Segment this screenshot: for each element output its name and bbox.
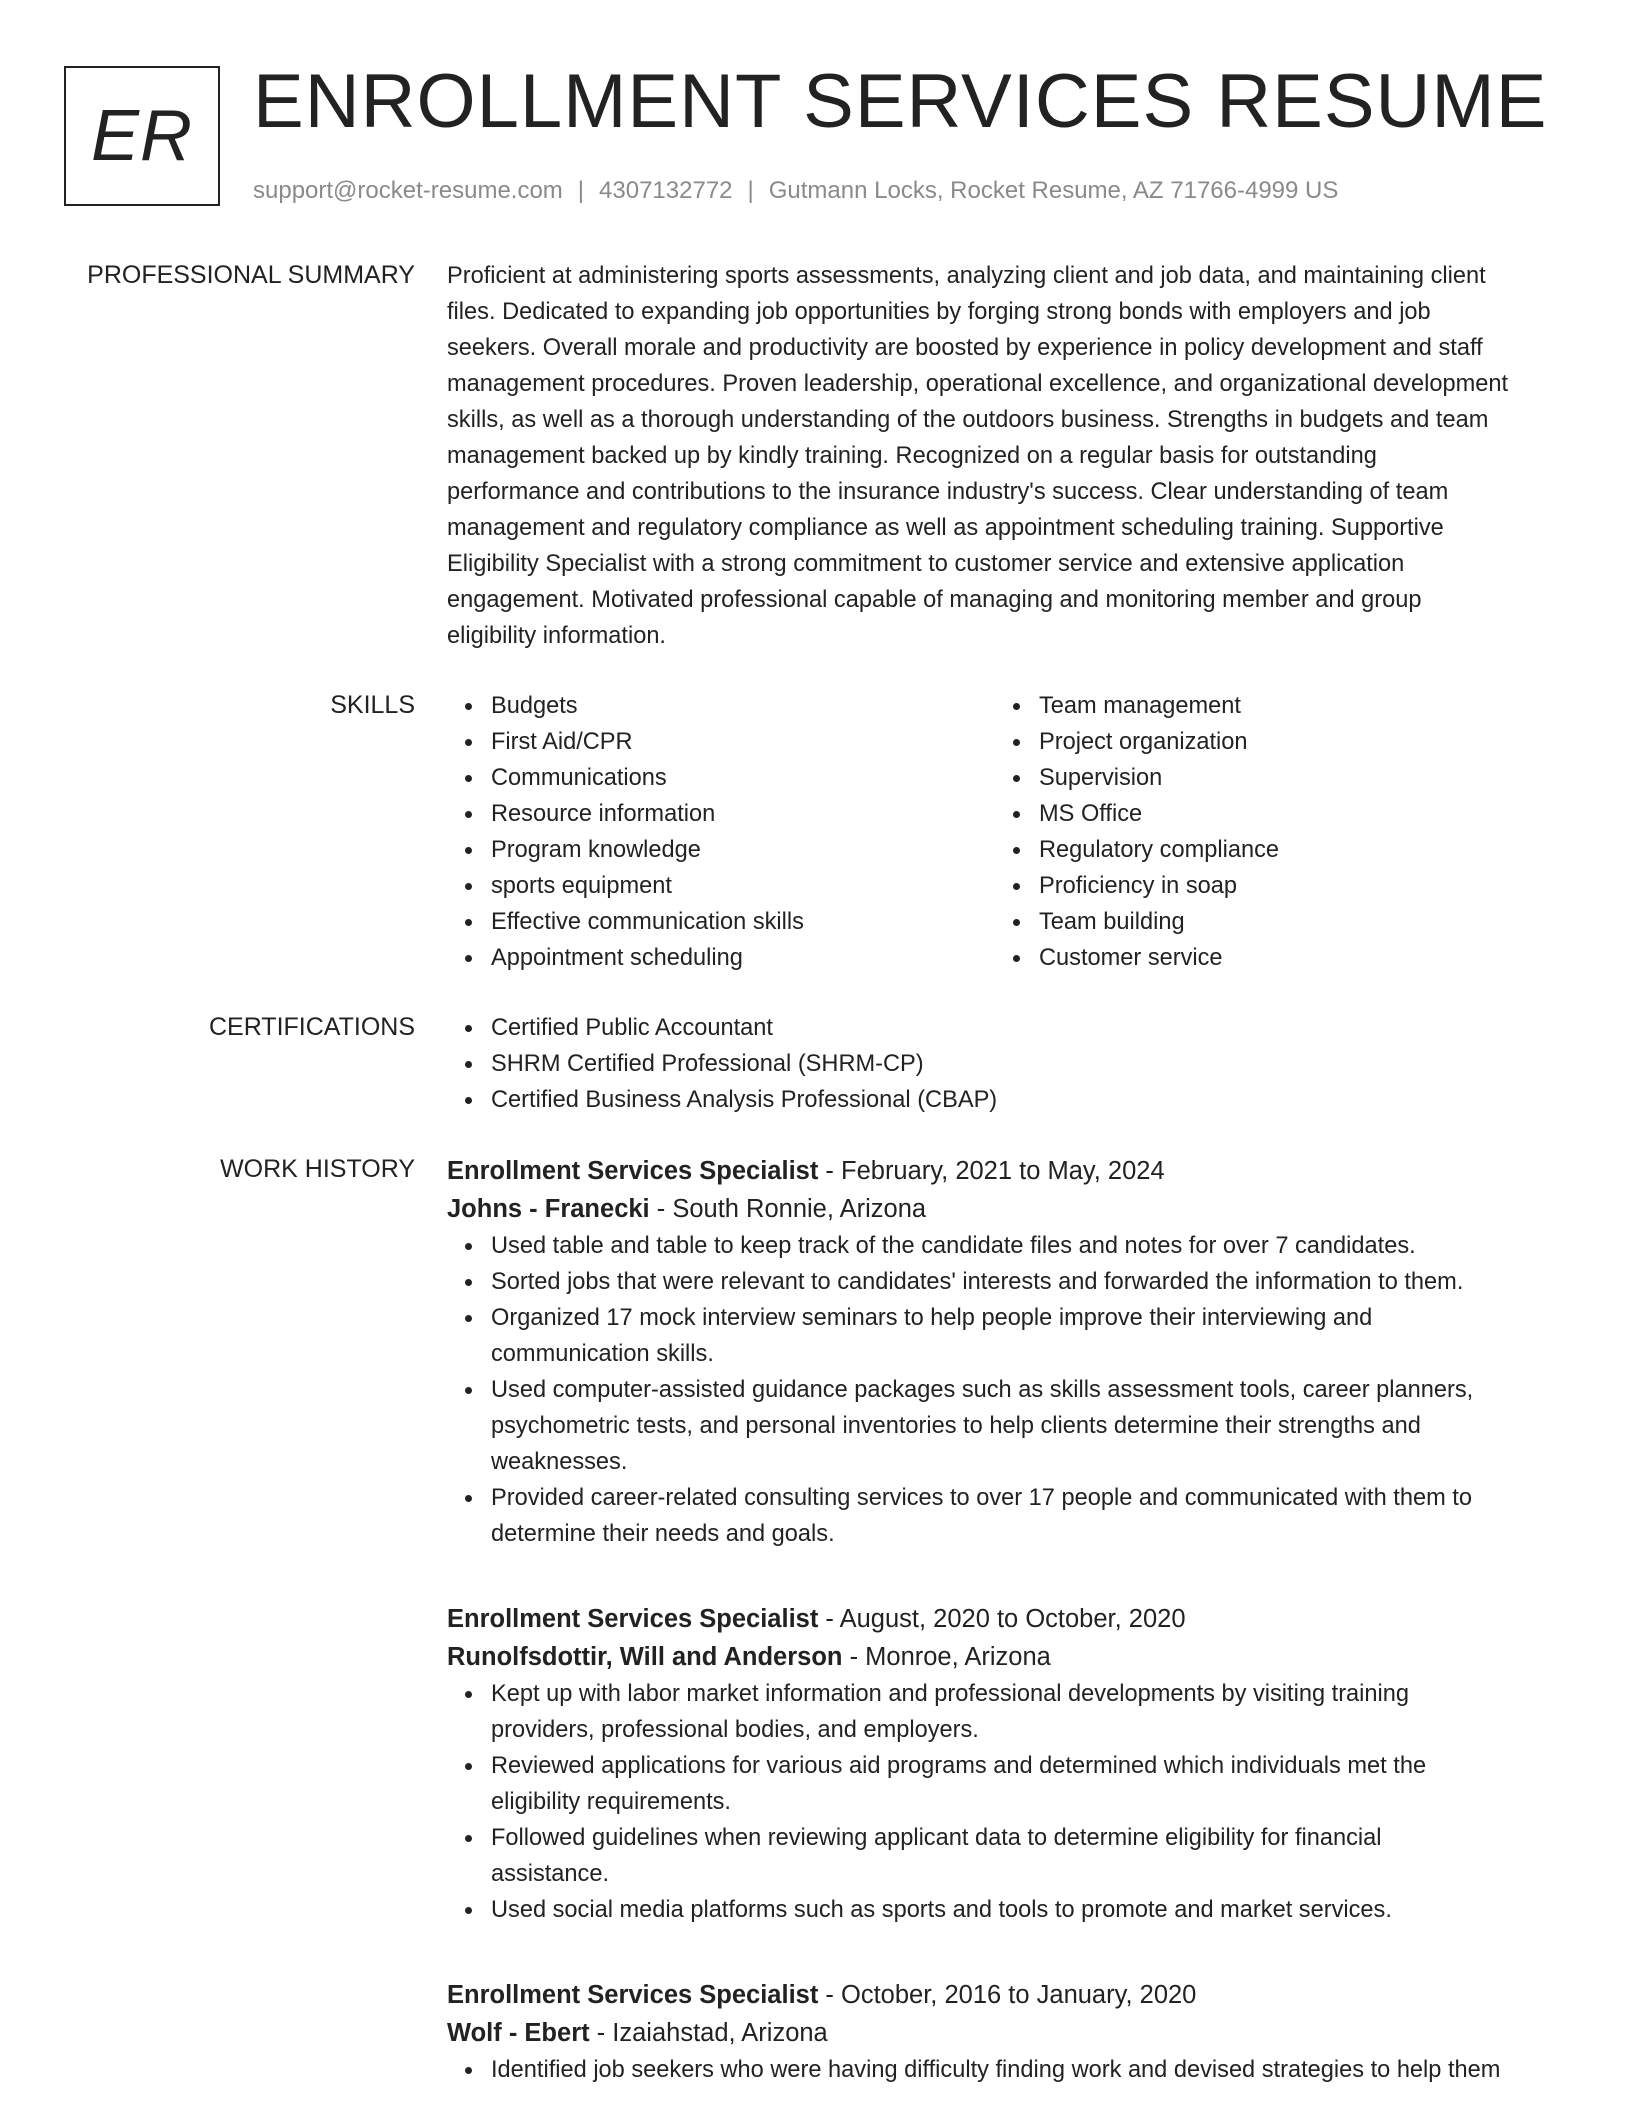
job-location: - Monroe, Arizona xyxy=(842,1643,1051,1671)
summary-line: management procedures. Proven leadership, operational excellence, and organizational development xyxy=(447,371,1509,397)
job-company-line xyxy=(447,1638,1562,1676)
contact-separator: | xyxy=(747,177,754,204)
work-history-heading: WORK HISTORY xyxy=(220,1155,415,1183)
job-company-line xyxy=(447,2014,1562,2052)
skill-item: Team building xyxy=(1039,904,1535,940)
certification-item: Certified Public Accountant xyxy=(491,1010,1562,1046)
job-entry xyxy=(447,1600,1562,1928)
certification-item: Certified Business Analysis Professional (CBAP) xyxy=(491,1082,1562,1118)
job-dates: - October, 2016 to January, 2020 xyxy=(818,1981,1197,2009)
certification-item: SHRM Certified Professional (SHRM-CP) xyxy=(491,1046,1562,1082)
skill-item: Project organization xyxy=(1039,724,1535,760)
skills-column-right xyxy=(995,688,1535,976)
skill-item: First Aid/CPR xyxy=(491,724,987,760)
job-title: Enrollment Services Specialist xyxy=(447,1157,819,1185)
job-duty-item: Followed guidelines when reviewing applicant data to determine eligibility for financial assistance. xyxy=(491,1820,1562,1892)
job-title: Enrollment Services Specialist xyxy=(447,1981,819,2009)
job-company: Johns - Franecki xyxy=(447,1195,650,1223)
work-history-list xyxy=(447,1152,1562,2088)
job-title: Enrollment Services Specialist xyxy=(447,1605,819,1633)
skill-item: Communications xyxy=(491,760,987,796)
skill-item: Team management xyxy=(1039,688,1535,724)
job-duty-item: Identified job seekers who were having difficulty finding work and devised strategies to help them xyxy=(491,2052,1562,2088)
job-company: Runolfsdottir, Will and Anderson xyxy=(447,1643,843,1671)
summary-line: performance and contributions to the insurance industry's success. Clear understanding of team xyxy=(447,479,1449,505)
job-title-line xyxy=(447,1976,1562,2014)
summary-line: Proficient at administering sports assessments, analyzing client and job data, and maintaining client xyxy=(447,263,1486,289)
job-duty-item: Used social media platforms such as sports and tools to promote and market services. xyxy=(491,1892,1562,1928)
summary-line: files. Dedicated to expanding job opportunities by forging strong bonds with employers and job xyxy=(447,299,1431,325)
skills-heading: SKILLS xyxy=(330,691,415,719)
skill-item: sports equipment xyxy=(491,868,987,904)
job-company-line xyxy=(447,1190,1562,1228)
job-duties xyxy=(447,1228,1562,1552)
summary-text xyxy=(447,258,1562,654)
skill-item: Customer service xyxy=(1039,940,1535,976)
contact-address: Gutmann Locks, Rocket Resume, AZ 71766-4999 US xyxy=(768,177,1339,204)
skill-item: Supervision xyxy=(1039,760,1535,796)
summary-line: management backed up by kindly training. Recognized on a regular basis for outstanding xyxy=(447,443,1377,469)
resume-title: ENROLLMENT SERVICES RESUME xyxy=(253,59,1548,144)
job-duties xyxy=(447,1676,1562,1928)
skill-item: Appointment scheduling xyxy=(491,940,987,976)
summary-heading: PROFESSIONAL SUMMARY xyxy=(87,261,415,289)
monogram-logo: ER xyxy=(64,66,220,206)
job-dates: - August, 2020 to October, 2020 xyxy=(818,1605,1186,1633)
skill-item: Resource information xyxy=(491,796,987,832)
job-entry xyxy=(447,1976,1562,2088)
summary-line: engagement. Motivated professional capable of managing and monitoring member and group xyxy=(447,587,1422,613)
job-title-line xyxy=(447,1152,1562,1190)
certifications-heading: CERTIFICATIONS xyxy=(208,1013,415,1041)
job-duty-item: Used table and table to keep track of the candidate files and notes for over 7 candidates. xyxy=(491,1228,1562,1264)
job-duty-item: Reviewed applications for various aid programs and determined which individuals met the eligibility requirements. xyxy=(491,1748,1562,1820)
skill-item: MS Office xyxy=(1039,796,1535,832)
job-location: - Izaiahstad, Arizona xyxy=(589,2019,828,2047)
job-duties xyxy=(447,2052,1562,2088)
contact-separator: | xyxy=(577,177,585,204)
job-duty-item: Provided career-related consulting services to over 17 people and communicated with them to determine their needs and goals. xyxy=(491,1480,1562,1552)
skill-item: Regulatory compliance xyxy=(1039,832,1535,868)
job-location: - South Ronnie, Arizona xyxy=(649,1195,927,1223)
skill-item: Budgets xyxy=(491,688,987,724)
summary-line: skills, as well as a thorough understanding of the outdoors business. Strengths in budgets and team xyxy=(447,407,1489,433)
job-title-line xyxy=(447,1600,1562,1638)
job-duty-item: Sorted jobs that were relevant to candidates' interests and forwarded the information to them. xyxy=(491,1264,1562,1300)
job-entry xyxy=(447,1152,1562,1552)
skill-item: Effective communication skills xyxy=(491,904,987,940)
skills-column-left xyxy=(447,688,987,976)
summary-line: Eligibility Specialist with a strong commitment to customer service and extensive application xyxy=(447,551,1405,577)
job-duty-item: Organized 17 mock interview seminars to help people improve their interviewing and communication skills. xyxy=(491,1300,1562,1372)
contact-line xyxy=(253,176,1338,206)
summary-line: seekers. Overall morale and productivity are boosted by experience in policy development and staff xyxy=(447,335,1483,361)
skill-item: Proficiency in soap xyxy=(1039,868,1535,904)
contact-phone[interactable]: 4307132772 xyxy=(599,177,733,204)
summary-line: management and regulatory compliance as well as appointment scheduling training. Supportive xyxy=(447,515,1444,541)
job-duty-item: Used computer-assisted guidance packages such as skills assessment tools, career planners, psychometric tests, and personal inventories to help clients determine their strengths and weaknesses. xyxy=(491,1372,1562,1480)
skill-item: Program knowledge xyxy=(491,832,987,868)
job-dates: - February, 2021 to May, 2024 xyxy=(818,1157,1165,1185)
certifications-list xyxy=(447,1010,1562,1118)
job-company: Wolf - Ebert xyxy=(447,2019,590,2047)
job-duty-item: Kept up with labor market information and professional developments by visiting training providers, professional bodies, and employers. xyxy=(491,1676,1562,1748)
contact-email[interactable]: support@rocket-resume.com xyxy=(253,177,563,204)
summary-line: eligibility information. xyxy=(447,623,666,649)
